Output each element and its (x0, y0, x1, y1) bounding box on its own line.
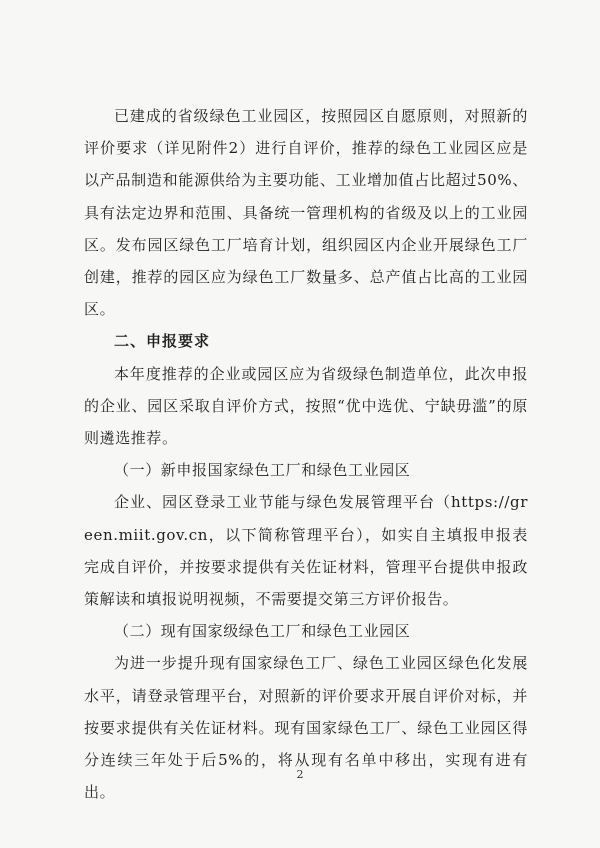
paragraph-recommendation-principle: 本年度推荐的企业或园区应为省级绿色制造单位，此次申报的企业、园区采取自评价方式，按照“优中选优、宁缺毋滥”的原则遴选推荐。 (84, 364, 528, 448)
paragraph-existing-evaluation: 为进一步提升现有国家绿色工厂、绿色工业园区绿色化发展水平，请登录管理平台，对照新的评价要求开展自评价对标，并按要求提供有关佐证材料。现有国家绿色工厂、绿色工业园区得分连续三年处于后5%的，将从现有名单中移出，实现有进有出。 (84, 654, 528, 802)
subsection-heading-existing-national: （二）现有国家级绿色工厂和绿色工业园区 (114, 622, 411, 641)
paragraph-platform-registration: 企业、园区登录工业节能与绿色发展管理平台（https://green.miit.gov.cn，以下简称管理平台），如实自主填报申报表完成自评价，并按要求提供有关佐证材料，管理平台提供申报政策解读和填报说明视频，不需要提交第三方评价报告。 (84, 493, 528, 609)
section-heading-application-requirements: 二、申报要求 (114, 332, 211, 351)
subsection-heading-new-applications: （一）新申报国家绿色工厂和绿色工业园区 (114, 461, 411, 480)
page-number: 2 (296, 768, 304, 781)
paragraph-provincial-green-park: 已建成的省级绿色工业园区，按照园区自愿原则，对照新的评价要求（详见附件2）进行自评价，推荐的绿色工业园区应是以产品制造和能源供给为主要功能、工业增加值占比超过50%、具有法定边界和范围、具备统一管理机构的省级及以上的工业园区。发布园区绿色工厂培育计划，组织园区内企业开展绿色工厂创建，推荐的园区应为绿色工厂数量多、总产值占比高的工业园区。 (84, 107, 528, 319)
